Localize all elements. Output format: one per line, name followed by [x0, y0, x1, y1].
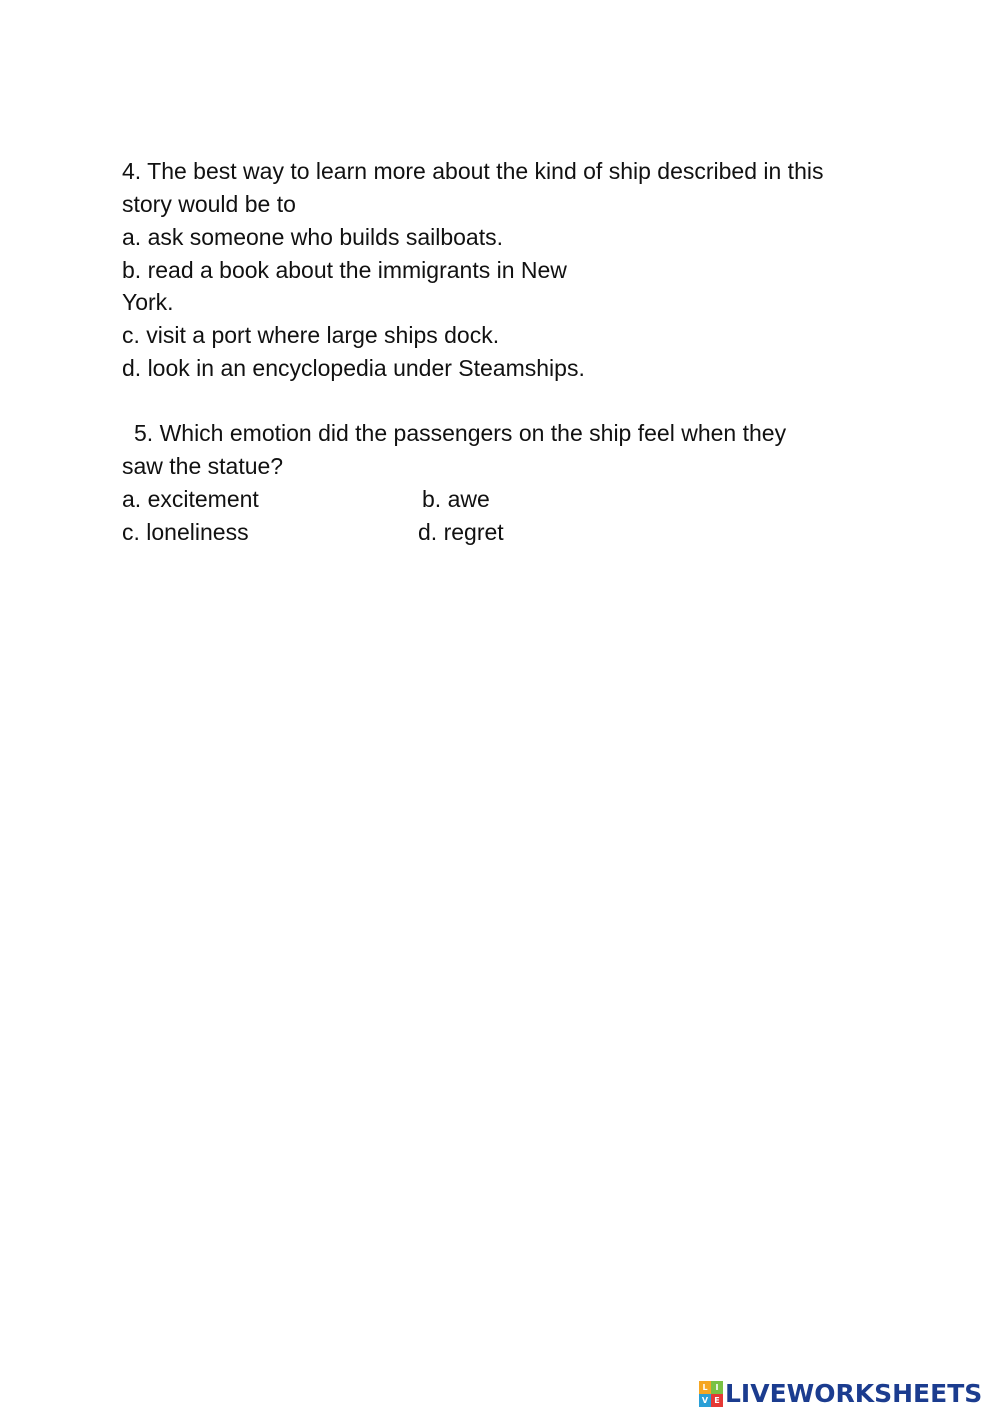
question-4-option-d: d. look in an encyclopedia under Steamships. [122, 355, 585, 381]
question-5-option-d: d. regret [418, 519, 504, 545]
liveworksheets-wordmark: LIVEWORKSHEETS [725, 1379, 983, 1408]
question-5-stem-line-2: saw the statue? [122, 453, 284, 479]
question-5-option-c: c. loneliness [122, 519, 249, 545]
logo-letter-i: I [711, 1381, 723, 1394]
logo-letter-v: V [699, 1394, 711, 1407]
logo-letter-e: E [711, 1394, 723, 1407]
question-5-option-b: b. awe [422, 486, 490, 512]
question-4-option-b-line-2: York. [122, 289, 174, 315]
question-4-stem-line-2: story would be to [122, 191, 296, 217]
question-4-option-b-line-1: b. read a book about the immigrants in New [122, 257, 567, 283]
question-5-stem-line-1: 5. Which emotion did the passengers on the ship feel when they [134, 420, 787, 446]
question-4-option-c: c. visit a port where large ships dock. [122, 322, 500, 348]
question-4-option-a: a. ask someone who builds sailboats. [122, 224, 503, 250]
logo-letter-l: L [699, 1381, 711, 1394]
liveworksheets-logo-icon [699, 1381, 723, 1407]
question-4-stem-line-1: 4. The best way to learn more about the kind of ship described in this [122, 158, 824, 184]
liveworksheets-logo [699, 1378, 982, 1410]
question-5-option-a: a. excitement [122, 486, 259, 512]
